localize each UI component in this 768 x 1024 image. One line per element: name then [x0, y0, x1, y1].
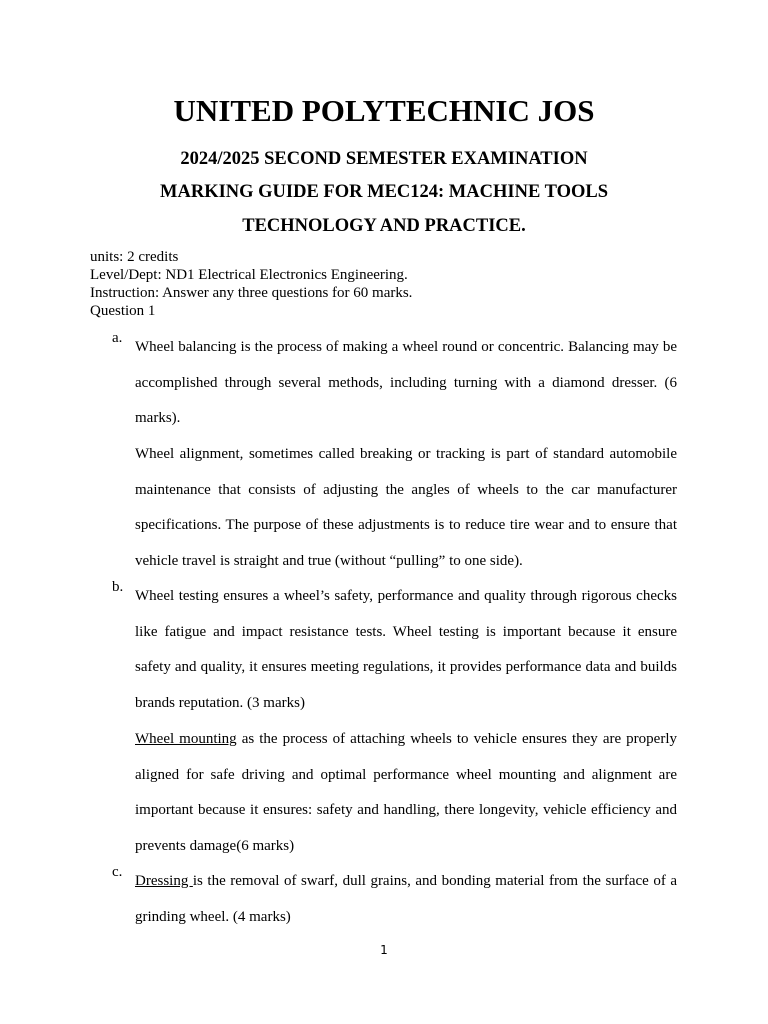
dressing-term: Dressing — [135, 873, 193, 889]
instruction-line: Instruction: Answer any three questions for 60 marks. — [90, 285, 413, 301]
marking-guide-heading: MARKING GUIDE FOR MEC124: MACHINE TOOLS — [160, 182, 608, 202]
item-a-wheel-balancing: Wheel balancing is the process of making a wheel round or concentric. Balancing may be accomplished through several methods, including turning with a diamond dresser. (6 marks). — [135, 339, 677, 427]
item-b-marker: b. — [112, 579, 124, 595]
course-title-heading: TECHNOLOGY AND PRACTICE. — [242, 216, 526, 236]
item-c-dressing — [135, 864, 677, 935]
item-b-wheel-testing: Wheel testing ensures a wheel’s safety, performance and quality through rigorous checks like fatigue and impact resistance tests. Wheel testing is important because it ensure safety and quality, it ensures meeting regulations, it provides performance data and builds brands reputation. (3 marks) — [135, 588, 677, 711]
dressing-text: is the removal of swarf, dull grains, and bonding material from the surface of a grinding wheel. (4 marks) — [135, 873, 678, 925]
page-number: 1 — [380, 943, 388, 957]
question-label: Question 1 — [90, 303, 156, 319]
exam-meta — [90, 248, 412, 320]
wheel-mounting-term: Wheel mounting — [135, 731, 237, 747]
item-b-wheel-mounting — [135, 722, 677, 864]
institution-title: UNITED POLYTECHNIC JOS — [173, 93, 595, 128]
wheel-mounting-text: as the process of attaching wheels to vehicle ensures they are properly aligned for safe driving and optimal performance wheel mounting and alignment are important because it ensures: safety and handling, there longevity, vehicle efficiency and prevents damage(6 marks) — [135, 731, 677, 854]
units-line: units: 2 credits — [90, 249, 179, 265]
item-c-marker: c. — [112, 864, 123, 880]
item-a-wheel-alignment: Wheel alignment, sometimes called breaking or tracking is part of standard automobile maintenance that consists of adjusting the angles of wheels to the car manufacturer specifications. The purpose of these adjustments is to reduce tire wear and to ensure that vehicle travel is straight and true (without “pulling” to one side). — [135, 446, 677, 569]
exam-heading: 2024/2025 SECOND SEMESTER EXAMINATION — [180, 149, 588, 169]
item-a-marker: a. — [112, 330, 123, 346]
level-line: Level/Dept: ND1 Electrical Electronics Engineering. — [90, 267, 408, 283]
